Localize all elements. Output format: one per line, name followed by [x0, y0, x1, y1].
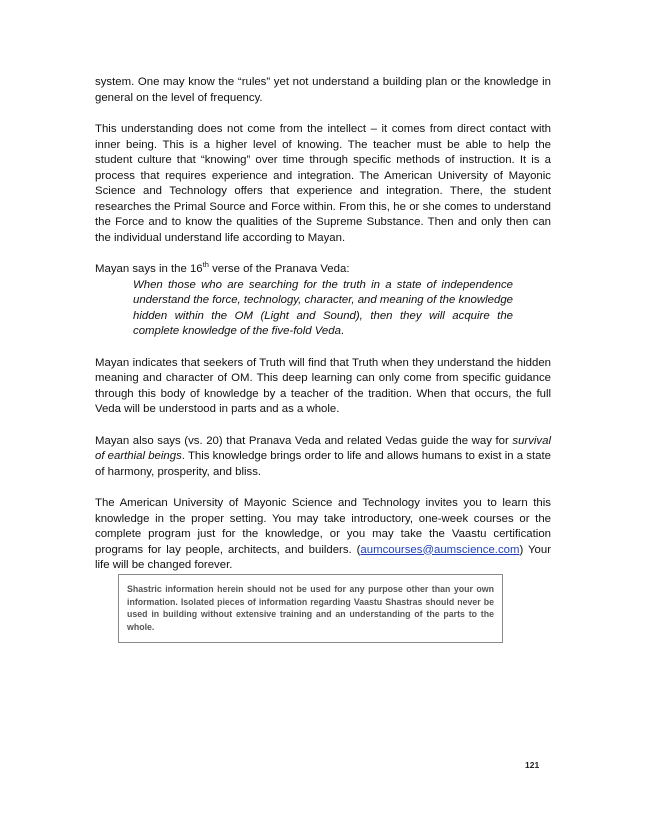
email-link[interactable]: aumcourses@aumscience.com — [360, 543, 520, 556]
page-content — [95, 75, 551, 590]
paragraph-seekers: Mayan indicates that seekers of Truth will find that Truth when they understand the hidden meaning and character of OM. This deep learning can only come from specific guidance through this body of knowledge by a teacher of the tradition. When that occurs, the full Veda will be understood in parts and as a whole. — [95, 356, 551, 415]
verse-quote-text: When those who are searching for the truth in a state of independence understand the force, technology, character, and meaning of the knowledge hidden within the OM (Light and Sound), then they will acquire the complete knowledge of the five-fold Veda — [133, 278, 513, 337]
paragraph-understanding: This understanding does not come from the intellect – it comes from direct contact with inner being. This is a higher level of knowing. The teacher must be able to help the student culture that “knowing” over time through specific methods of instruction. It is a process that requires experience and integration. The American University of Mayonic Science and Technology offers that experience and integration. There, the student researches the Primal Source and Force within. From this, he or she comes to understand the Force and to know the qualities of the Supreme Substance. Then and only then can the individual understand life according to Mayan. — [95, 123, 551, 244]
invitation-tail: ) Your life will be changed forever. — [95, 543, 551, 571]
verse-quote-period: . — [340, 325, 345, 337]
disclaimer-box: Shastric information herein should not be used for any purpose other than your own information. Isolated pieces of information regarding Vaastu Shastras should never be used in building without extensive training and an understanding of the parts to the whole. — [118, 574, 503, 643]
verse-quote — [133, 278, 513, 340]
invitation-text: The American University of Mayonic Science and Technology invites you to learn this knowledge in the proper setting. You may take introductory, one-week courses or the complete program just for the knowledge, or you may take the Vaastu certification programs for lay people, architects, and builders. ( — [95, 497, 551, 556]
verse-intro-text: Mayan says in the 16 — [95, 263, 203, 275]
vs20-italic: survival of earthial beings — [95, 434, 551, 462]
vs20-tail: . This knowledge brings order to life and allows humans to exist in a state of harmony, prosperity, and bliss. — [95, 450, 551, 478]
paragraph-system: system. One may know the “rules” yet not understand a building plan or the knowledge in general on the level of frequency. — [95, 76, 551, 104]
vs20-text: Mayan also says (vs. 20) that Pranava Veda and related Vedas guide the way for — [95, 434, 513, 447]
verse-intro-superscript: th — [202, 260, 209, 270]
verse-intro-tail: verse of the Pranava Veda: — [208, 263, 350, 275]
paragraph-verse-intro — [95, 262, 551, 278]
page-number: 121 — [525, 760, 540, 770]
paragraph-invitation — [95, 496, 551, 574]
paragraph-vs20 — [95, 434, 551, 481]
